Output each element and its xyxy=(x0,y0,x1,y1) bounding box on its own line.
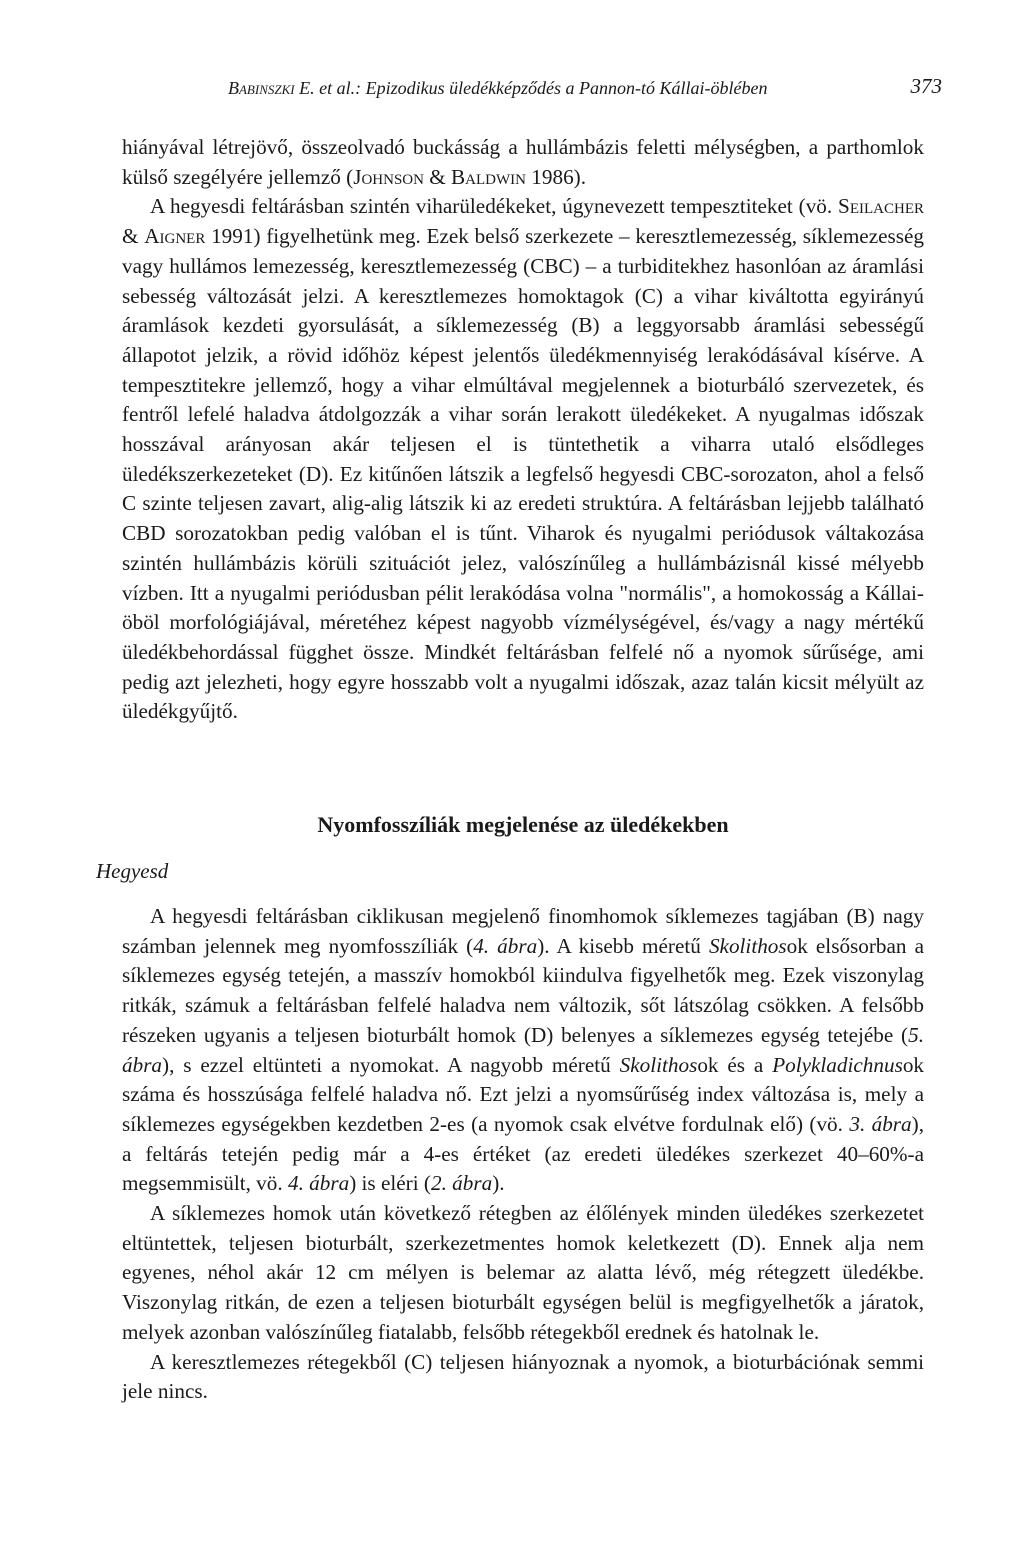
text-run: A hegyesdi feltárásban szintén viharüledékeket, úgynevezett tempesztiteket (vö. xyxy=(150,194,839,219)
figure-reference: 5. ábra xyxy=(122,1022,924,1077)
running-head xyxy=(228,78,888,99)
running-head-author-suffix: E. et al.: xyxy=(294,78,366,98)
text-run: ok száma és hosszúsága felfelé haladva nő. Ezt jelzi a nyomsűrűség index változása is, mely a síklemezes egységekben kezdetben 2-es (a nyomok csak elvétve fordulnak elő) (vö. xyxy=(122,1052,924,1136)
taxon-name: Polykladichnus xyxy=(772,1052,903,1077)
citation-author: Johnson xyxy=(353,164,424,189)
text-run: hiányával létrejövő, összeolvadó buckásság a hullámbázis feletti mélységben, a parthomlok külső szegélyére jellemző ( xyxy=(122,135,924,189)
text-run: & xyxy=(122,224,145,249)
paragraph-tempestites xyxy=(122,192,924,727)
text-run: ). A kisebb méretű xyxy=(537,933,709,958)
running-head-author: Babinszki xyxy=(228,78,295,98)
figure-reference: 4. ábra xyxy=(473,933,538,958)
running-head-title: Epizodikus üledékképződés a Pannon-tó Kállai-öblében xyxy=(365,78,768,98)
text-run: ), a feltárás tetején pedig már a 4-es értéket (az eredeti üledékes szerkezet 40–60%-a megsemmisült, vö. xyxy=(122,1111,925,1196)
taxon-name: Skolithos xyxy=(619,1052,698,1077)
paragraph-continued xyxy=(122,133,924,192)
citation-author: Seilacher xyxy=(838,194,924,219)
paragraph-trace-fossils xyxy=(122,902,924,1199)
text-run: ok elsősorban a síklemezes egység tetején, a masszív homokból kiindulva figyelhetők meg. Ezek viszonylag ritkák, számuk a feltárásban felfelé haladva nem változik, sőt látszólag csökken. A felsőbb részeken ugyanis a teljesen bioturbált homok (D) belenyes a síklemezes egység tetejébe ( xyxy=(122,933,924,1047)
section-heading: Nyomfosszíliák megjelenése az üledékekben xyxy=(317,812,729,837)
figure-reference: 2. ábra xyxy=(430,1171,493,1196)
text-run: ). xyxy=(492,1171,505,1196)
text-run: ), s ezzel eltünteti a nyomokat. A nagyobb méretű xyxy=(162,1052,620,1077)
citation-author: Baldwin xyxy=(451,164,526,189)
paragraph-cross-bedded: A keresztlemezes rétegekből (C) teljesen hiányoznak a nyomok, a bioturbációnak semmi jele nincs. xyxy=(122,1349,924,1404)
page-number: 373 xyxy=(910,74,942,98)
paragraph-bioturbated-sand: A síklemezes homok után következő rétegben az élőlények minden üledékes szerkezetet eltüntettek, teljesen bioturbált, szerkezetmentes homok keletkezett (D). Ennek alja nem egyenes, néhol akár 12 cm mélyen is belemar az alatta lévő, még rétegzett üledékbe. Viszonylag ritkán, de ezen a teljesen bioturbált egységen belül is megfigyelhetők a járatok, melyek azonban valószínűleg fiatalabb, felsőbb rétegekből erednek és hatolnak le. xyxy=(122,1201,924,1344)
subsection-heading: Hegyesd xyxy=(96,859,169,883)
text-run: ok és a xyxy=(697,1052,773,1077)
text-run: A hegyesdi feltárásban ciklikusan megjelenő finomhomok síklemezes tagjában (B) nagy számban jelennek meg nyomfosszíliák ( xyxy=(122,904,924,958)
figure-reference: 4. ábra xyxy=(287,1171,350,1196)
text-run: 1991) figyelhetünk meg. Ezek belső szerkezete – keresztlemezesség, síklemezesség vagy hullámos lemezesség, keresztlemezesség (CBC) – a turbiditekhez hasonlóan az áramlási sebesség változását jelzi. A keresztlemezes homoktagok (C) a vihar kiváltotta egyirányú áramlások kezdeti gyorsulását, a síklemezesség (B) a leggyorsabb áramlási sebességű állapotot jelzik, a rövid időhöz képest jelentős üledékmennyiség lerakódásával kísérve. A tempesztitekre jellemző, hogy a vihar elmúltával megjelennek a bioturbáló szervezetek, és fentről lefelé haladva átdolgozzák a vihar során lerakott üledékeket. A nyugalmas időszak hosszával arányosan akár teljesen el is tüntethetik a viharra utaló elsődleges üledékszerkezeteket (D). Ez kitűnően látszik a legfelső hegyesdi CBC-sorozaton, ahol a felső C szinte teljesen zavart, alig-alig látszik ki az eredeti struktúra. A feltárásban lejjebb található CBD sorozatokban pedig valóban el is tűnt. Viharok és nyugalmi periódusok váltakozása szintén hullámbázis körüli szituációt jelez, valószínűleg a hullámbázisnál kissé mélyebb vízben. Itt a nyugalmi periódusban pélit lerakódása volna "normális", a homokosság a Kállai-öböl morfológiájával, méretéhez képest nagyobb vízmélységével, és/vagy a nagy mértékű üledékbehordással függhet össze. Mindkét feltárásban felfelé nő a nyomok sűrűsége, ami pedig azt jelezheti, hogy egyre hosszabb volt a nyugalmi időszak, azaz talán kicsit mélyült az üledékgyűjtő. xyxy=(122,224,925,724)
body-text-top xyxy=(122,133,924,727)
text-run: ) is eléri ( xyxy=(349,1171,431,1196)
text-run: 1986). xyxy=(526,164,587,189)
citation-author: Aigner xyxy=(144,224,206,249)
figure-reference: 3. ábra xyxy=(849,1111,912,1136)
taxon-name: Skolithos xyxy=(708,933,787,958)
text-run: & xyxy=(423,164,452,189)
body-text-bottom xyxy=(122,902,924,1407)
